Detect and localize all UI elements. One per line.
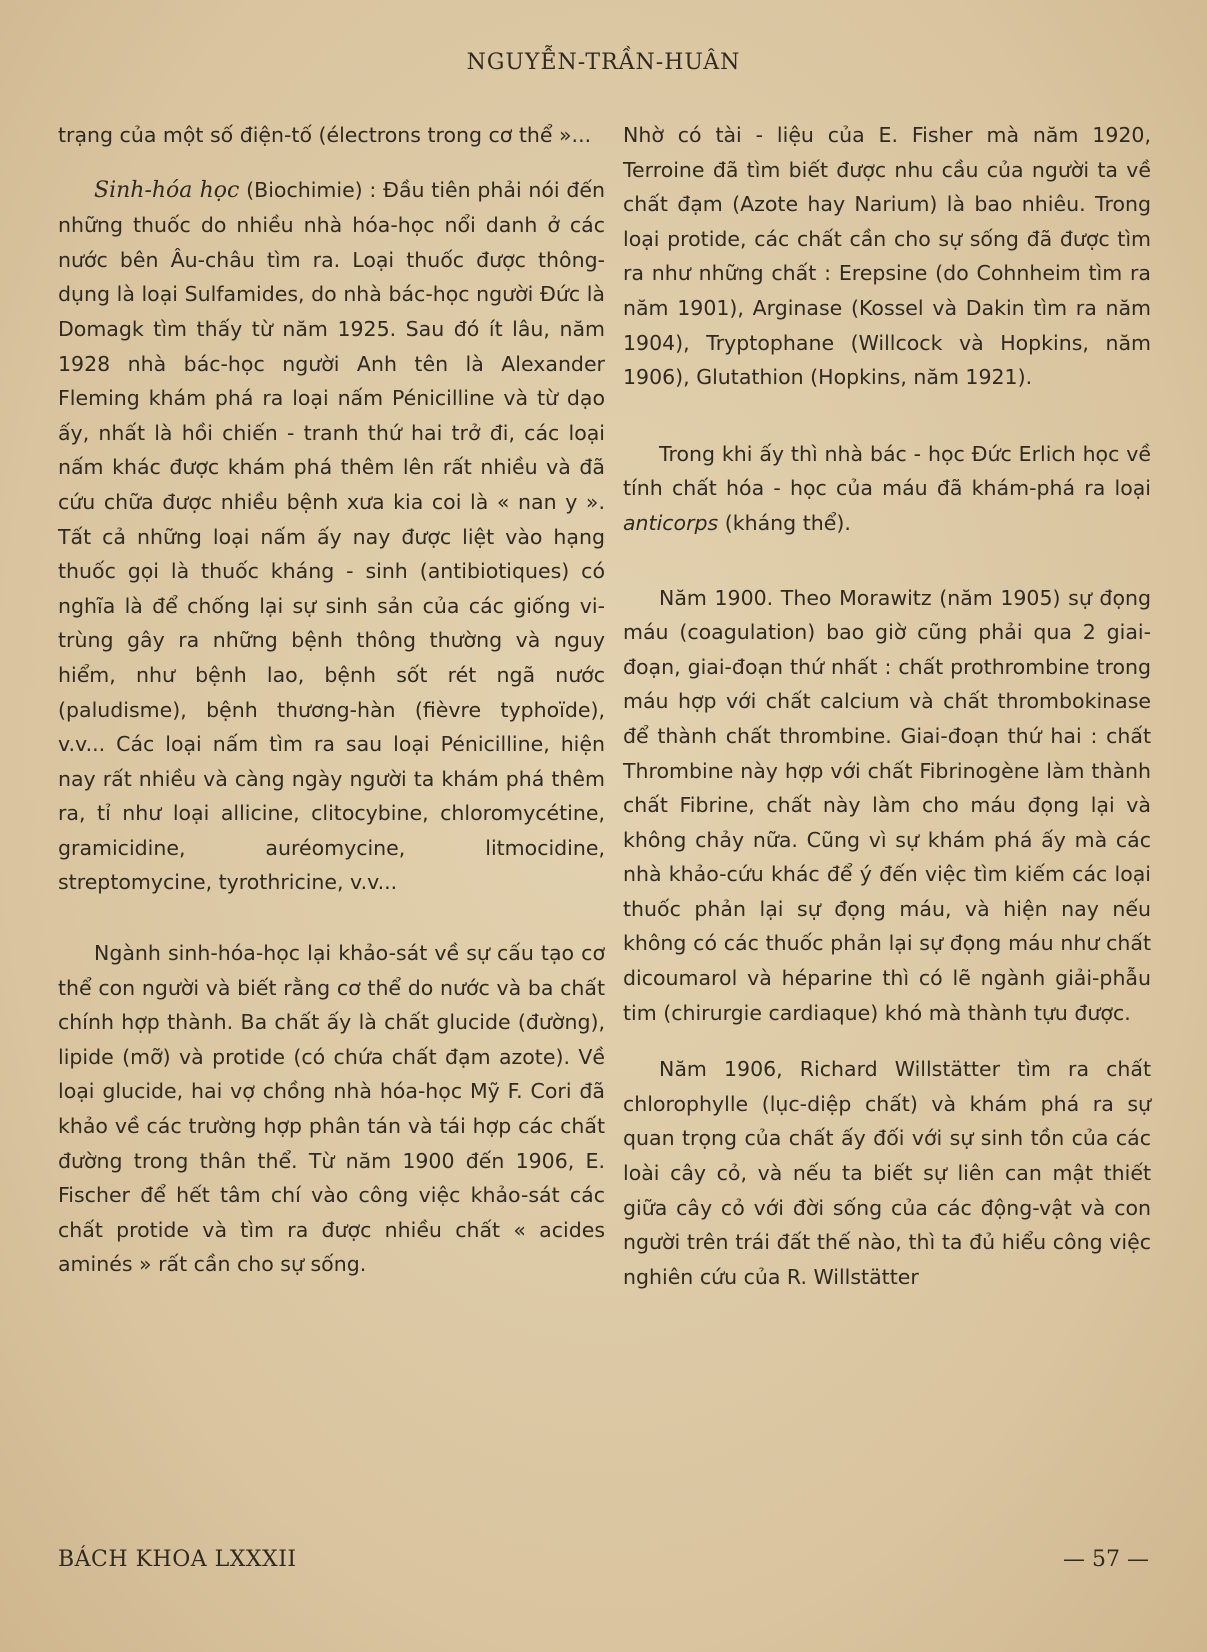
paragraph-anticorps <box>623 437 1151 541</box>
paragraph-coagulation: Năm 1900. Theo Morawitz (năm 1905) sự đọng máu (coagulation) bao giờ cũng phải qua 2 giai-đoạn, giai-đoạn thứ nhất : chất prothrombine trong máu hợp với chất calcium và chất thrombokinase để thành chất thrombine. Giai-đoạn thứ hai : chất Thrombine này hợp với chất Fibrinogène làm thành chất Fibrine, chất này làm cho máu đọng lại và không chảy nữa. Cũng vì sự khám phá ấy mà các nhà khảo-cứu khác để ý đến việc tìm kiếm các loại thuốc phản lại sự đọng máu, và hiện nay nếu không có các thuốc phản lại sự đọng máu như chất dicoumarol và héparine thì có lẽ ngành giải-phẫu tim (chirurgie cardiaque) khó mà thành tựu được. <box>623 585 1151 1025</box>
section-lead-title: Sinh-hóa học <box>94 177 240 203</box>
anticorps-term: anticorps <box>623 510 719 535</box>
paragraph-chlorophylle: Năm 1906, Richard Willstätter tìm ra chất chlorophylle (lục-diệp chất) và khám phá ra sự quan trọng của chất ấy đối với sự sinh tồn của các loài cây cỏ, và nếu ta biết sự liên can mật thiết giữa cây cỏ với đời sống của các động-vật và con người trên trái đất thế nào, thì ta đủ hiểu công việc nghiên cứu của R. Willstätter <box>623 1057 1151 1289</box>
paragraph-anticorps-text-2: (kháng thể). <box>718 510 851 535</box>
paragraph-biochemistry <box>58 173 605 900</box>
footer-magazine-title: BÁCH KHOA LXXXII <box>58 1547 297 1572</box>
paragraph-biochemistry-text: (Biochimie) : Đầu tiên phải nói đến những thuốc do nhiều nhà hóa-học nổi danh ở các nước bên Âu-châu tìm ra. Loại thuốc được thông-dụng là loại Sulfamides, do nhà bác-học người Đức là Domagk tìm thấy từ năm 1925. Sau đó ít lâu, năm 1928 nhà bác-học người Anh tên là Alexander Fleming khám phá ra loại nấm Pénicilline và từ dạo ấy, nhất là hồi chiến - tranh thứ hai trở đi, các loại nấm khác được khám phá thêm lên rất nhiều và đã cứu chữa được nhiều bệnh xưa kia coi là « nan y ». Tất cả những loại nấm ấy nay được liệt vào hạng thuốc gọi là thuốc kháng - sinh (antibiotiques) có nghĩa là để chống lại sự sinh sản của các giống vi-trùng gây ra những bệnh thông thường và nguy hiểm, như bệnh lao, bệnh sốt rét ngã nước (paludisme), bệnh thương-hàn (fièvre typhoïde), v.v... Các loại nấm tìm ra sau loại Pénicilline, hiện nay rất nhiều và càng ngày người ta khám phá thêm ra, tỉ như loại allicine, clitocybine, chloromycétine, gramicidine, auréomycine, litmocidine, streptomycine, tyrothricine, v.v... <box>58 177 606 895</box>
page-header-author: NGUYỄN-TRẦN-HUÂN <box>466 50 741 75</box>
paragraph-continued: trạng của một số điện-tố (électrons trong cơ thể »... <box>58 123 592 147</box>
paragraph-protide: Nhờ có tài - liệu của E. Fisher mà năm 1920, Terroine đã tìm biết được nhu cầu của người ta về chất đạm (Azote hay Narium) là bao nhiêu. Trong loại protide, các chất cần cho sự sống đã được tìm ra như những chất : Erepsine (do Cohnheim tìm ra năm 1901), Arginase (Kossel và Dakin tìm ra năm 1904), Tryptophane (Willcock và Hopkins, năm 1906), Glutathion (Hopkins, năm 1921). <box>623 123 1151 390</box>
footer-page-number: — 57 — <box>1063 1547 1149 1572</box>
paragraph-body-composition: Ngành sinh-hóa-học lại khảo-sát về sự cấu tạo cơ thể con người và biết rằng cơ thể do nước và ba chất chính hợp thành. Ba chất ấy là chất glucide (đường), lipide (mỡ) và protide (có chứa chất đạm azote). Về loại glucide, hai vợ chồng nhà hóa-học Mỹ F. Cori đã khảo về các trường hợp phân tán và tái hợp các chất đường trong thân thể. Từ năm 1900 đến 1906, E. Fischer để hết tâm chí vào công việc khảo-sát các chất protide và tìm ra được nhiều chất « acides aminés » rất cần cho sự sống. <box>58 941 605 1277</box>
paragraph-anticorps-text-1: Trong khi ấy thì nhà bác - học Đức Erlich học về tính chất hóa - học của máu đã khám-phá ra loại <box>623 441 1151 501</box>
right-column <box>623 118 1151 1294</box>
left-column <box>58 118 605 1282</box>
